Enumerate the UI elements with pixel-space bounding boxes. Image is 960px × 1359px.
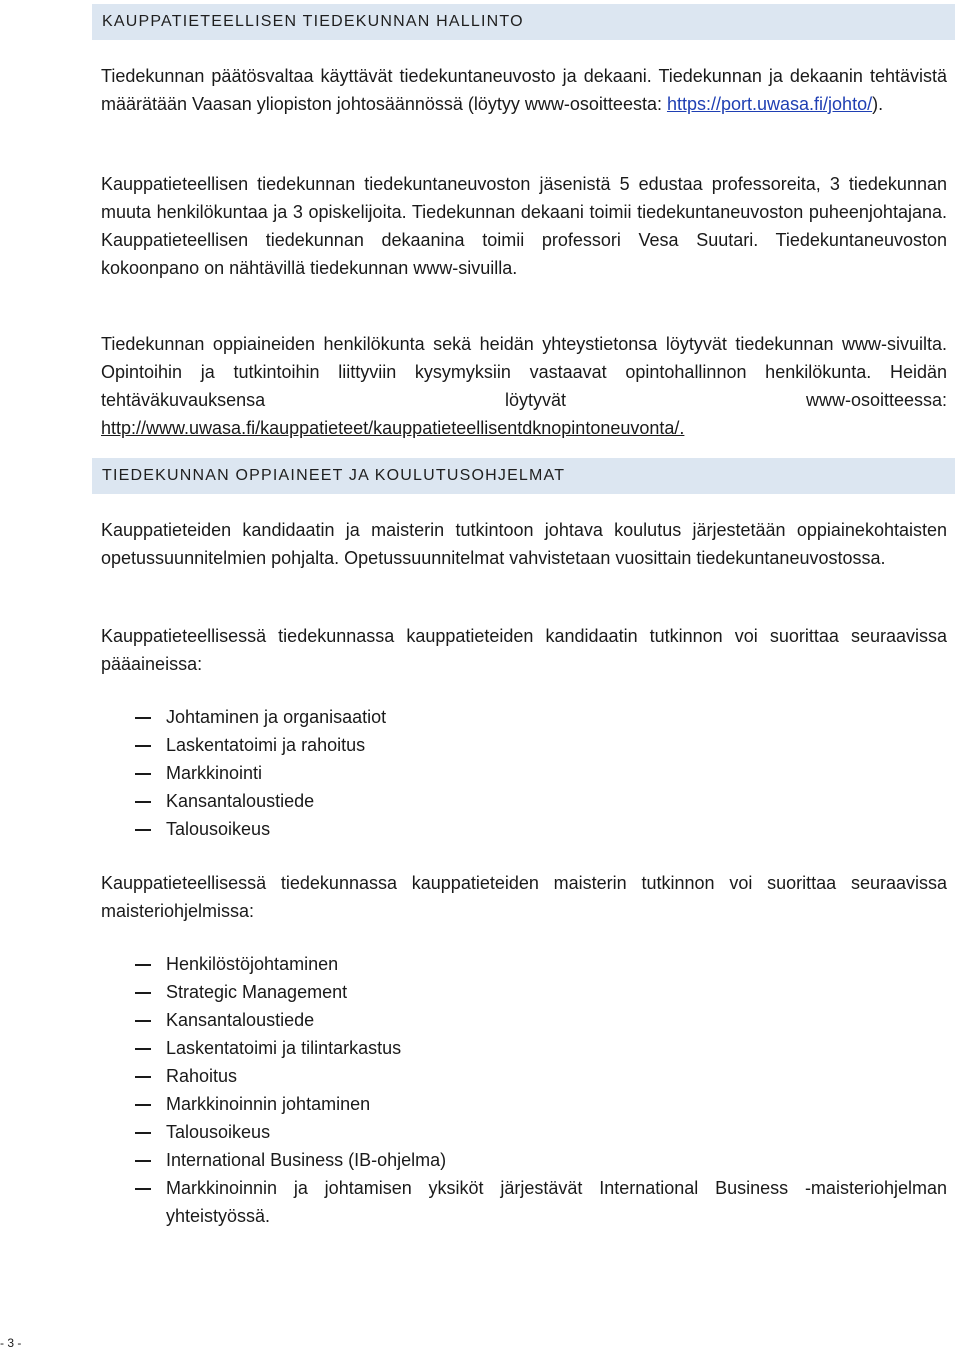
list-item-label: Markkinoinnin johtaminen [166,1094,371,1114]
list-item [101,1118,947,1146]
list-item [101,1174,947,1230]
section-heading-oppiaineet: TIEDEKUNNAN OPPIAINEET JA KOULUTUSOHJELMAT [92,458,955,494]
johtosaanto-link[interactable]: https://port.uwasa.fi/johto/ [666,94,873,114]
dash-bullet-icon [135,773,151,775]
list-item-label: Rahoitus [166,1066,238,1086]
list-item [101,950,947,978]
dash-bullet-icon [135,829,151,831]
list-item-label: Henkilöstöjohtaminen [166,954,339,974]
list-item-label: Laskentatoimi ja rahoitus [166,735,366,755]
list-item [101,978,947,1006]
dash-bullet-icon [135,801,151,803]
list-item [101,815,947,843]
dash-bullet-icon [135,1132,151,1134]
study-advice-link[interactable]: http://www.uwasa.fi/kauppatieteet/kauppatieteellisentdknopintoneuvonta/. [101,418,685,438]
list-item-label: Talousoikeus [166,1122,271,1142]
list-item [101,731,947,759]
list-item-label: Kansantaloustiede [166,791,315,811]
paragraph-education-intro: Kauppatieteiden kandidaatin ja maisterin tutkintoon johtava koulutus järjestetään oppiainekohtaisten opetussuunnitelmien pohjalta. Opetussuunnitelmat vahvistetaan vuosittain tiedekuntaneuvostossa. [101,520,947,568]
dash-bullet-icon [135,1104,151,1106]
list-item [101,787,947,815]
list-item [101,1146,947,1174]
paragraph-decision-making [101,62,947,118]
list-item [101,1006,947,1034]
list-item-label: Laskentatoimi ja tilintarkastus [166,1038,402,1058]
list-item-label: Johtaminen ja organisaatiot [166,707,387,727]
dash-bullet-icon [135,1160,151,1162]
paragraph-text: Tiedekunnan oppiaineiden henkilökunta sekä heidän yhteystietonsa löytyvät tiedekunnan www-sivuilta. Opintoihin ja tutkintoihin liittyviin kysymyksiin vastaavat opintohallinnon henkilökunta. Heidän tehtäväkuvauksensa löytyvät www-osoitteessa: [101,334,947,410]
list-item-label: Markkinoinnin ja johtamisen yksiköt järjestävät International Business -maisteriohjelman yhteistyössä. [166,1178,947,1226]
master-programmes-list [101,950,947,1230]
list-item [101,1090,947,1118]
paragraph-faculty-council: Kauppatieteellisen tiedekunnan tiedekuntaneuvoston jäsenistä 5 edustaa professoreita, 3 tiedekunnan muuta henkilökuntaa ja 3 opiskelijoita. Tiedekunnan dekaani toimii tiedekuntaneuvoston puheenjohtajana. Kauppatieteellisen tiedekunnan dekaanina toimii professori Vesa Suutari. Tiedekuntaneuvoston kokoonpano on nähtävillä tiedekunnan www-sivuilla. [101,174,947,278]
dash-bullet-icon [135,717,151,719]
paragraph-master-intro: Kauppatieteellisessä tiedekunnassa kauppatieteiden maisterin tutkinnon voi suorittaa seuraavissa maisteriohjelmissa: [101,873,947,921]
section-heading-hallinto: KAUPPATIETEELLISEN TIEDEKUNNAN HALLINTO [92,4,955,40]
dash-bullet-icon [135,992,151,994]
paragraph-bachelor-intro: Kauppatieteellisessä tiedekunnassa kauppatieteiden kandidaatin tutkinnon voi suorittaa seuraavissa pääaineissa: [101,626,947,674]
dash-bullet-icon [135,964,151,966]
list-item-label: Kansantaloustiede [166,1010,315,1030]
list-item-label: Strategic Management [166,982,348,1002]
paragraph-text: Tiedekunnan päätösvaltaa käyttävät tiedekuntaneuvosto ja dekaani. Tiedekunnan ja dekaanin tehtävistä määrätään Vaasan yliopiston johtosäännössä (löytyy www-osoitteesta: [101,66,947,114]
list-item [101,703,947,731]
list-item-label: Markkinointi [166,763,263,783]
dash-bullet-icon [135,1048,151,1050]
list-item [101,1062,947,1090]
list-item [101,759,947,787]
dash-bullet-icon [135,745,151,747]
dash-bullet-icon [135,1020,151,1022]
bachelor-majors-list [101,703,947,843]
paragraph-staff-contacts [101,330,947,442]
dash-bullet-icon [135,1076,151,1078]
list-item [101,1034,947,1062]
dash-bullet-icon [135,1188,151,1190]
list-item-label: Talousoikeus [166,819,271,839]
paragraph-text-end: ). [872,94,884,114]
page-number: - 3 - [0,1336,22,1350]
list-item-label: International Business (IB-ohjelma) [166,1150,447,1170]
